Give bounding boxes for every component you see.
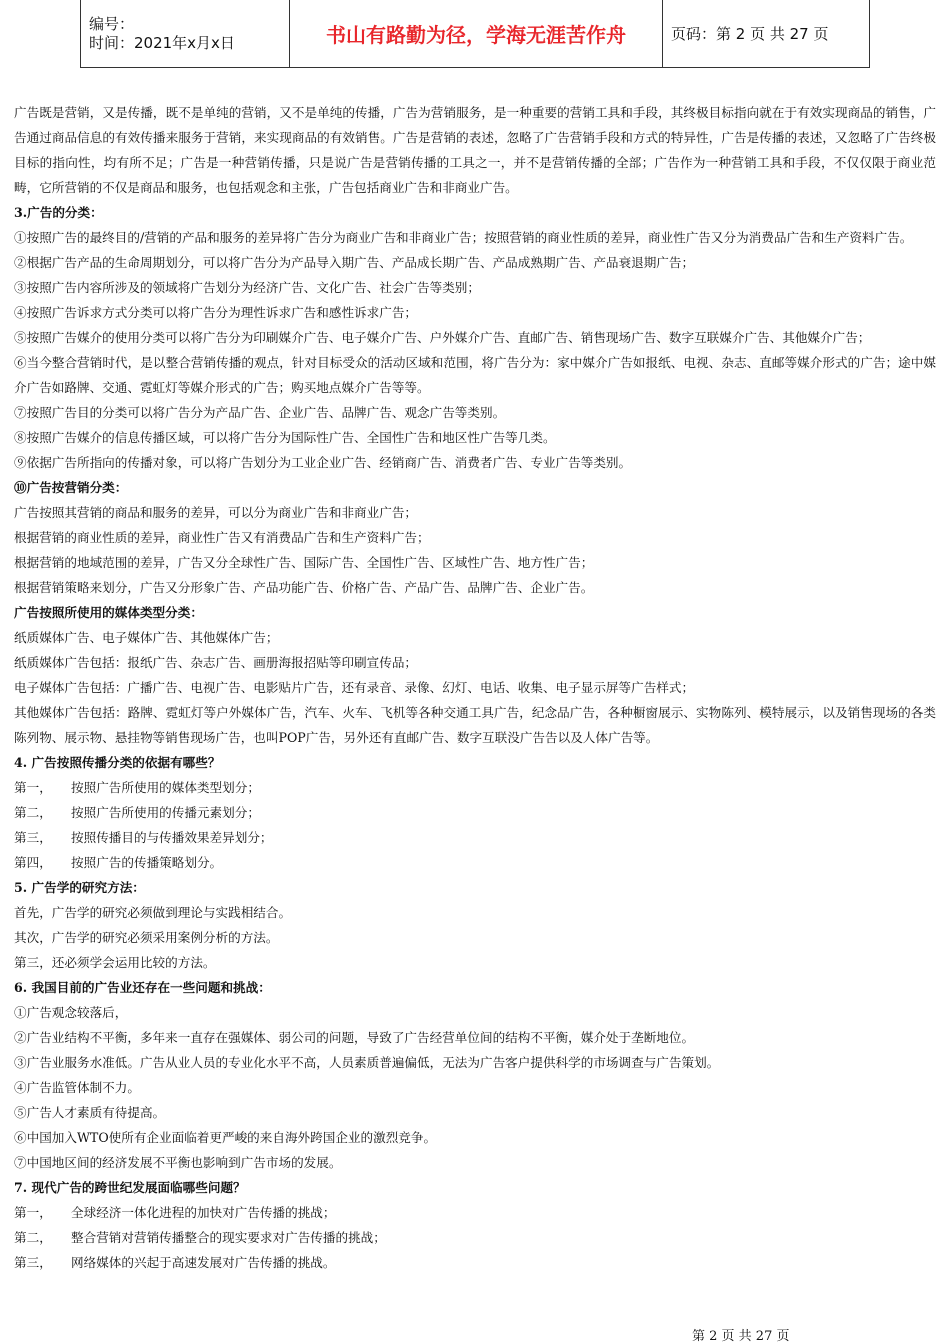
document-header	[80, 0, 870, 68]
paragraph-text: 全球经济一体化进程的加快对广告传播的挑战；	[71, 1205, 336, 1220]
body-paragraph	[14, 525, 936, 550]
section-heading	[14, 600, 936, 625]
paragraph-text: 按照广告的传播策略划分。	[71, 855, 223, 870]
paragraph-text: 根据营销的商业性质的差异，商业性广告又有消费品广告和生产资料广告；	[14, 530, 430, 545]
body-paragraph	[14, 450, 936, 475]
paragraph-text: 根据营销的地域范围的差异，广告又分全球性广告、国际广告、全国性广告、区域性广告、地方性广告；	[14, 555, 594, 570]
paragraph-text: ⑦中国地区间的经济发展不平衡也影响到广告市场的发展。	[14, 1155, 342, 1170]
list-label: 第四，	[14, 855, 52, 870]
body-paragraph	[14, 500, 936, 525]
body-paragraph	[14, 1000, 936, 1025]
paragraph-text: 整合营销对营销传播整合的现实要求对广告传播的挑战；	[71, 1230, 386, 1245]
header-motto: 书山有路勤为径，学海无涯苦作舟	[290, 0, 663, 68]
body-paragraph	[14, 850, 936, 875]
paragraph-text: 根据营销策略来划分，广告又分形象广告、产品功能广告、价格广告、产品广告、品牌广告、企业广告。	[14, 580, 594, 595]
paragraph-text: ②根据广告产品的生命周期划分，可以将广告分为产品导入期广告、产品成长期广告、产品成熟期广告、产品衰退期广告；	[14, 255, 695, 270]
paragraph-text: ④按照广告诉求方式分类可以将广告分为理性诉求广告和感性诉求广告；	[14, 305, 417, 320]
paragraph-text: ⑥中国加入WTO使所有企业面临着更严峻的来自海外跨国企业的激烈竞争。	[14, 1130, 437, 1145]
list-label: 第三，	[14, 1255, 52, 1270]
body-paragraph	[14, 1225, 936, 1250]
paragraph-text: ④广告监管体制不力。	[14, 1080, 140, 1095]
body-paragraph	[14, 1150, 936, 1175]
paragraph-text: 其他媒体广告包括：路牌、霓虹灯等户外媒体广告，汽车、火车、飞机等各种交通工具广告，纪念品广告，各种橱窗展示、实物陈列、模特展示，以及销售现场的各类陈列物、展示物、悬挂物等销售现场广告，也叫POP广告，另外还有直邮广告、数字互联没广告告以及人体广告等。	[14, 705, 936, 745]
paragraph-text: 网络媒体的兴起于高速发展对广告传播的挑战。	[71, 1255, 336, 1270]
body-paragraph	[14, 550, 936, 575]
list-label: 第二，	[14, 805, 52, 820]
header-meta	[81, 0, 290, 68]
paragraph-text: ⑧按照广告媒介的信息传播区域，可以将广告分为国际性广告、全国性广告和地区性广告等几类。	[14, 430, 556, 445]
body-paragraph	[14, 400, 936, 425]
body-paragraph	[14, 825, 936, 850]
paragraph-text: 第三，还必须学会运用比较的方法。	[14, 955, 216, 970]
paragraph-text: ⑦按照广告目的分类可以将广告分为产品广告、企业广告、品牌广告、观念广告等类别。	[14, 405, 506, 420]
body-paragraph	[14, 1050, 936, 1075]
paragraph-text: 4. 广告按照传播分类的依据有哪些？	[14, 755, 221, 770]
header-page-info: 页码：第 2 页 共 27 页	[663, 0, 870, 68]
list-label: 第三，	[14, 830, 52, 845]
body-paragraph	[14, 425, 936, 450]
paragraph-text: 按照传播目的与传播效果差异划分；	[71, 830, 273, 845]
paragraph-text: ⑩广告按营销分类：	[14, 480, 128, 495]
body-paragraph	[14, 950, 936, 975]
paragraph-text: ③按照广告内容所涉及的领域将广告划分为经济广告、文化广告、社会广告等类别；	[14, 280, 480, 295]
body-paragraph	[14, 575, 936, 600]
body-paragraph	[14, 625, 936, 650]
section-heading	[14, 975, 936, 1000]
body-paragraph	[14, 775, 936, 800]
paragraph-text: 3.广告的分类：	[14, 205, 103, 220]
body-paragraph	[14, 1025, 936, 1050]
paragraph-text: 5. 广告学的研究方法：	[14, 880, 145, 895]
document-body	[14, 100, 936, 1275]
body-paragraph	[14, 650, 936, 675]
paragraph-text: ⑥当今整合营销时代，是以整合营销传播的观点，针对目标受众的活动区域和范围，将广告分为：家中媒介广告如报纸、电视、杂志、直邮等媒介形式的广告；途中媒介广告如路牌、交通、霓虹灯等媒介形式的广告；购买地点媒介广告等等。	[14, 355, 936, 395]
section-heading	[14, 475, 936, 500]
paragraph-text: ②广告业结构不平衡，多年来一直存在强媒体、弱公司的问题，导致了广告经营单位间的结构不平衡，媒介处于垄断地位。	[14, 1030, 695, 1045]
body-paragraph	[14, 700, 936, 750]
paragraph-text: ③广告业服务水准低。广告从业人员的专业化水平不高，人员素质普遍偏低，无法为广告客户提供科学的市场调查与广告策划。	[14, 1055, 720, 1070]
body-paragraph	[14, 275, 936, 300]
paragraph-text: 电子媒体广告包括：广播广告、电视广告、电影贴片广告，还有录音、录像、幻灯、电话、收集、电子显示屏等广告样式；	[14, 680, 695, 695]
page-footer: 第 2 页 共 27 页	[692, 1329, 790, 1344]
body-paragraph	[14, 1125, 936, 1150]
paragraph-text: ⑤按照广告媒介的使用分类可以将广告分为印刷媒介广告、电子媒介广告、户外媒介广告、直邮广告、销售现场广告、数字互联媒介广告、其他媒介广告；	[14, 330, 871, 345]
body-paragraph	[14, 250, 936, 275]
paragraph-text: 首先，广告学的研究必须做到理论与实践相结合。	[14, 905, 292, 920]
number-label: 编号：	[89, 14, 135, 33]
paragraph-text: 按照广告所使用的媒体类型划分；	[71, 780, 260, 795]
time-label: 时间：2021年x月x日	[89, 33, 235, 52]
paragraph-text: 纸质媒体广告包括：报纸广告、杂志广告、画册海报招贴等印刷宣传品；	[14, 655, 417, 670]
paragraph-text: ⑨依据广告所指向的传播对象，可以将广告划分为工业企业广告、经销商广告、消费者广告、专业广告等类别。	[14, 455, 632, 470]
body-paragraph	[14, 900, 936, 925]
body-paragraph	[14, 325, 936, 350]
paragraph-text: ①按照广告的最终目的/营销的产品和服务的差异将广告分为商业广告和非商业广告；按照营销的商业性质的差异，商业性广告又分为消费品广告和生产资料广告。	[14, 230, 913, 245]
paragraph-text: 其次，广告学的研究必须采用案例分析的方法。	[14, 930, 279, 945]
body-paragraph	[14, 1100, 936, 1125]
section-heading	[14, 875, 936, 900]
body-paragraph	[14, 1200, 936, 1225]
section-heading	[14, 750, 936, 775]
body-paragraph	[14, 225, 936, 250]
body-paragraph	[14, 300, 936, 325]
body-paragraph	[14, 800, 936, 825]
paragraph-text: 广告既是营销，又是传播，既不是单纯的营销，又不是单纯的传播，广告为营销服务，是一种重要的营销工具和手段，其终极目标指向就在于有效实现商品的销售，广告通过商品信息的有效传播来服务于营销，来实现商品的有效销售。广告是营销的表述，忽略了广告营销手段和方式的特异性，广告是传播的表述，又忽略了广告终极目标的指向性，均有所不足；广告是一种营销传播，只是说广告是营销传播的工具之一，并不是营销传播的全部；广告作为一种营销工具和手段，不仅仅限于商业范畴，它所营销的不仅是商品和服务，也包括观念和主张，广告包括商业广告和非商业广告。	[14, 105, 936, 195]
list-label: 第一，	[14, 1205, 52, 1220]
body-paragraph	[14, 350, 936, 400]
list-label: 第一，	[14, 780, 52, 795]
section-heading	[14, 200, 936, 225]
list-label: 第二，	[14, 1230, 52, 1245]
paragraph-text: 按照广告所使用的传播元素划分；	[71, 805, 260, 820]
body-paragraph	[14, 675, 936, 700]
paragraph-text: 6. 我国目前的广告业还存在一些问题和挑战：	[14, 980, 271, 995]
paragraph-text: ①广告观念较落后，	[14, 1005, 128, 1020]
paragraph-text: 7. 现代广告的跨世纪发展面临哪些问题？	[14, 1180, 246, 1195]
body-paragraph	[14, 925, 936, 950]
body-paragraph	[14, 1075, 936, 1100]
paragraph-text: 广告按照所使用的媒体类型分类：	[14, 605, 203, 620]
section-heading	[14, 1175, 936, 1200]
body-paragraph	[14, 1250, 936, 1275]
body-paragraph	[14, 100, 936, 200]
paragraph-text: 纸质媒体广告、电子媒体广告、其他媒体广告；	[14, 630, 279, 645]
paragraph-text: ⑤广告人才素质有待提高。	[14, 1105, 166, 1120]
paragraph-text: 广告按照其营销的商品和服务的差异，可以分为商业广告和非商业广告；	[14, 505, 417, 520]
